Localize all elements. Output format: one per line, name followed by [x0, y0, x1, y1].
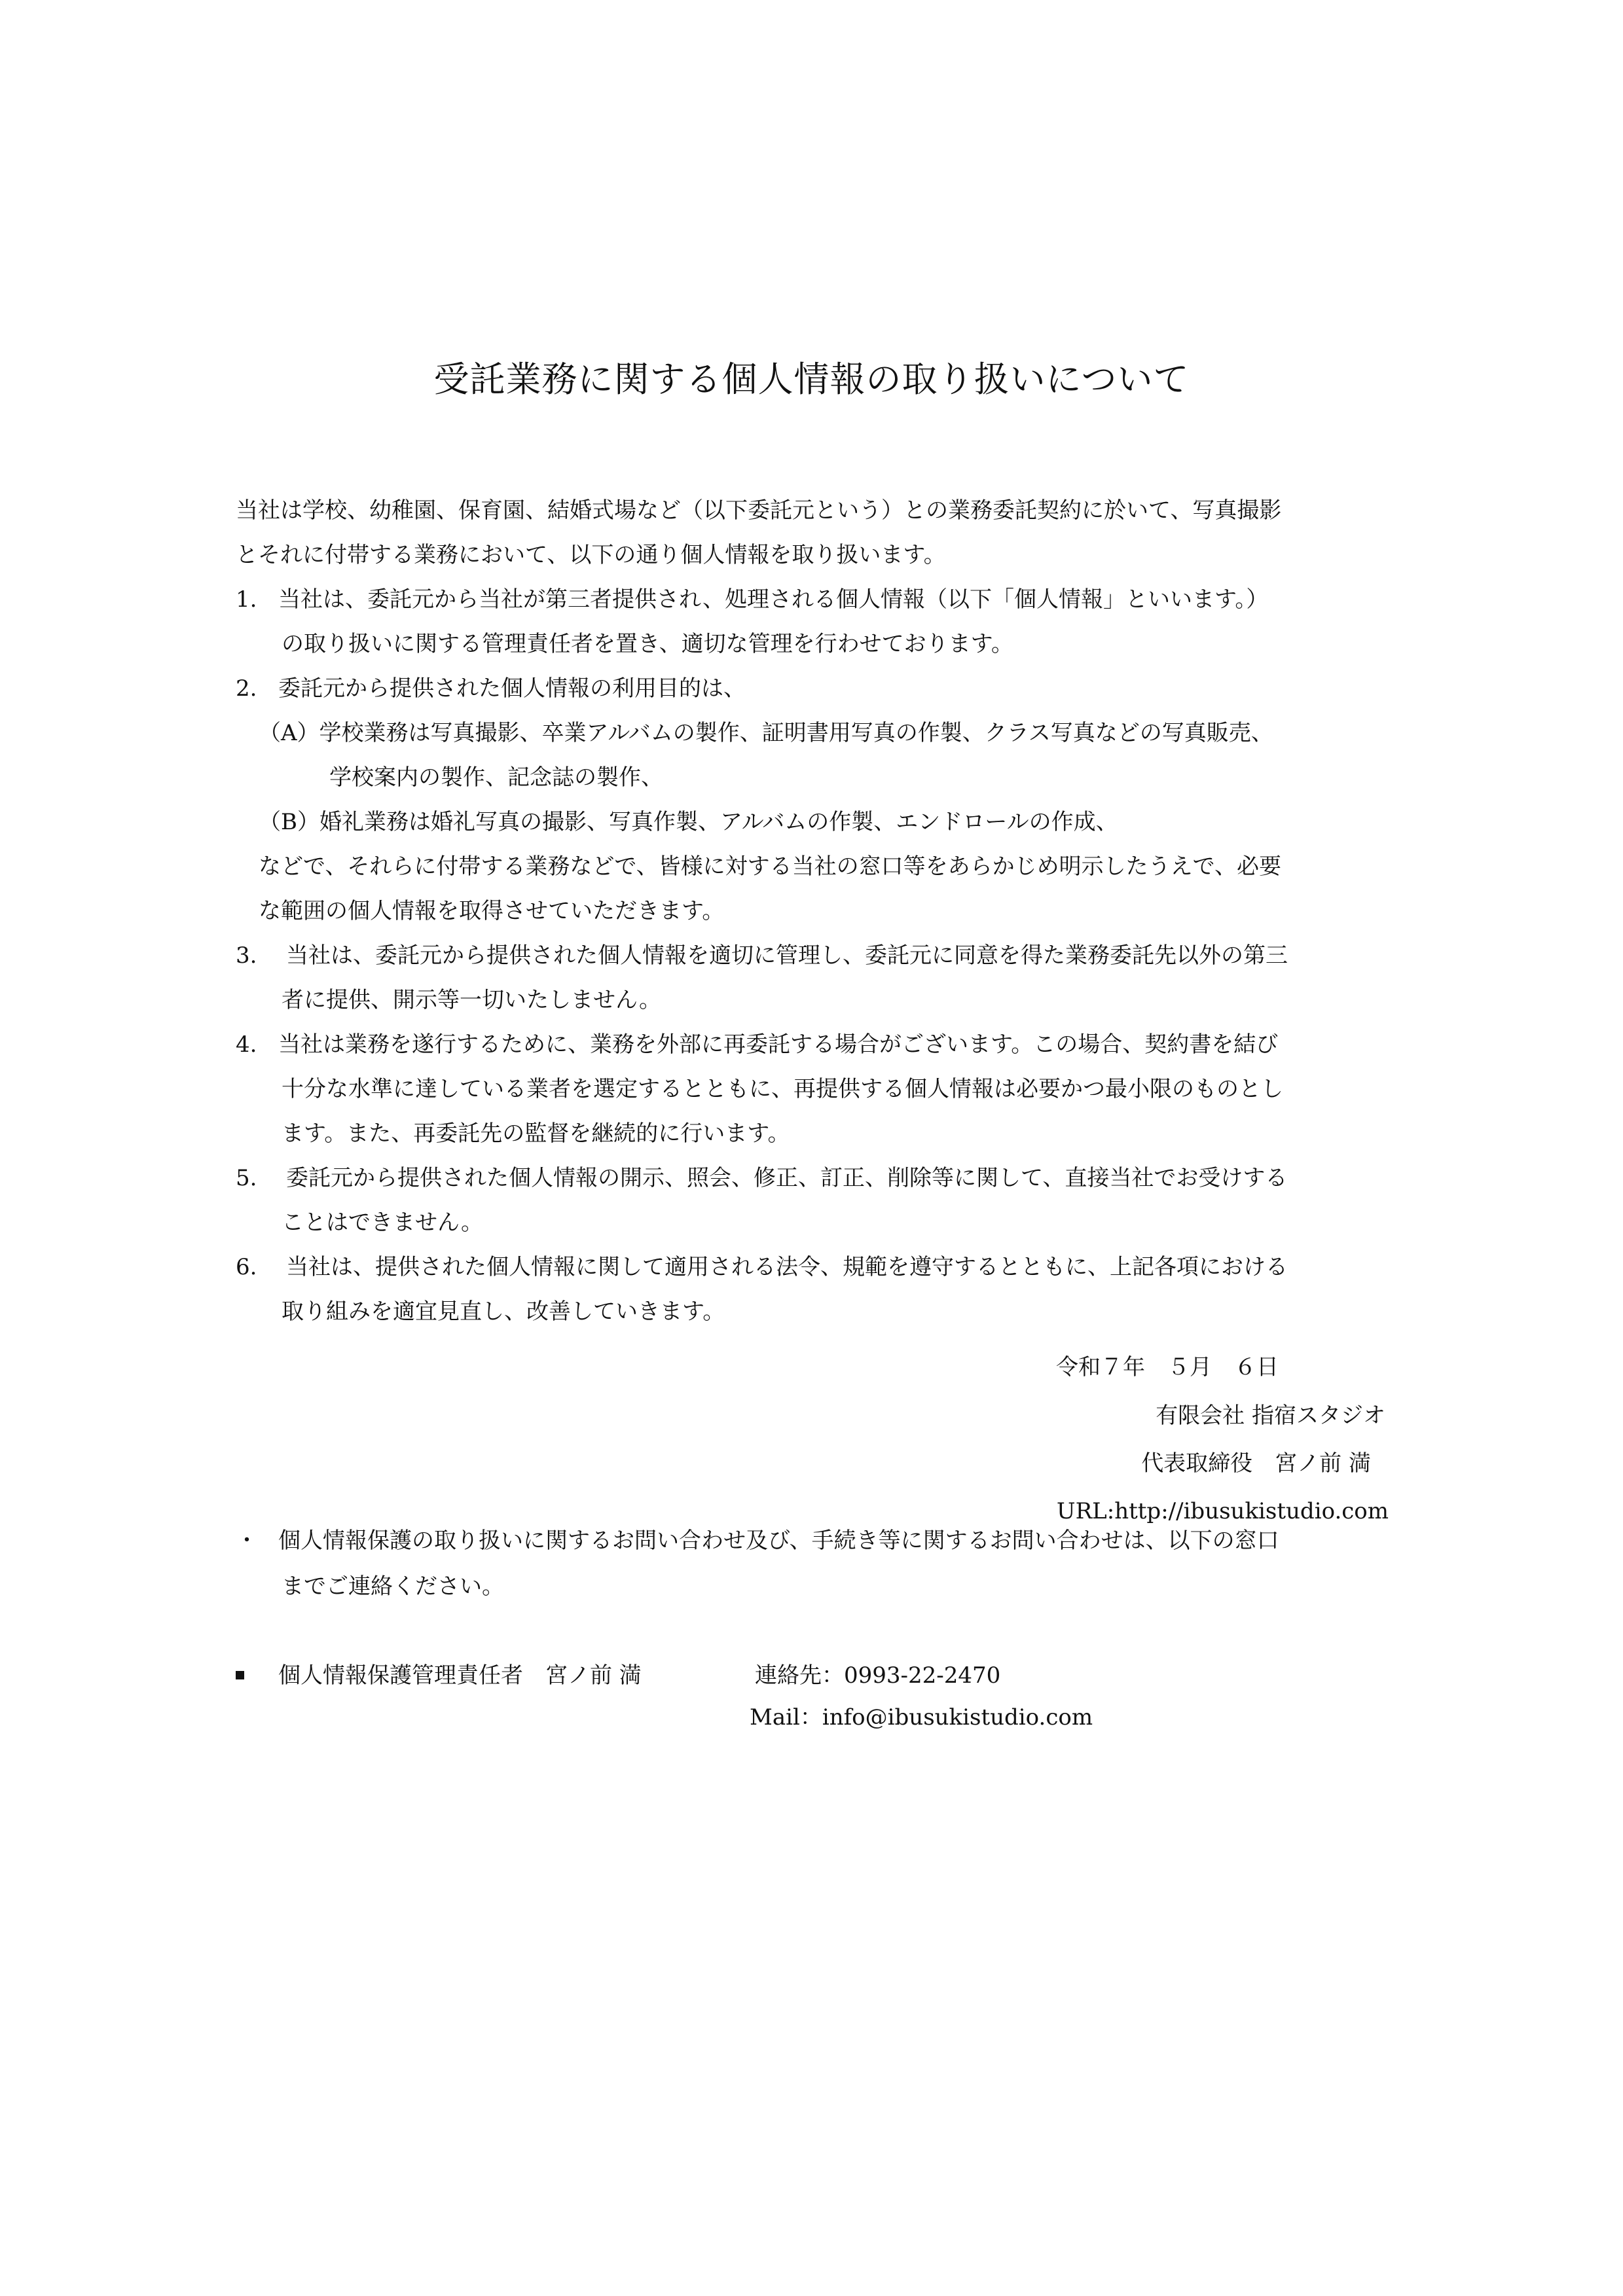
item-line: 取り組みを適宜見直し、改善していきます。 [282, 1299, 725, 1325]
item-line: 者に提供、開示等一切いたしません。 [282, 987, 662, 1013]
contact-mail[interactable]: Mail：info@ibusukistudio.com [750, 1704, 1093, 1731]
privacy-manager: 個人情報保護管理責任者 宮ノ前 満 [278, 1662, 642, 1689]
notice-line: までご連絡ください。 [282, 1573, 504, 1600]
item-line: ます。また、再委託先の監督を継続的に行います。 [282, 1121, 790, 1147]
item-line: 当社は業務を遂行するために、業務を外部に再委託する場合がございます。この場合、契約書を結び [278, 1031, 1279, 1058]
item-number: 3. [236, 942, 257, 969]
intro-line: 当社は学校、幼稚園、保育園、結婚式場など（以下委託元という）との業務委託契約に於いて、写真撮影 [236, 497, 1282, 524]
intro-line: とそれに付帯する業務において、以下の通り個人情報を取り扱います。 [236, 542, 946, 568]
square-bullet-icon [236, 1671, 244, 1679]
sub-item-line: （A）学校業務は写真撮影、卒業アルバムの製作、証明書用写真の作製、クラス写真などの写真販売、 [259, 720, 1273, 746]
issue-date: 令和７年 ５月 ６日 [1056, 1354, 1279, 1380]
item-line: の取り扱いに関する管理責任者を置き、適切な管理を行わせております。 [282, 631, 1013, 657]
item-line: 十分な水準に達している業者を選定するとともに、再提供する個人情報は必要かつ最小限のものとし [282, 1076, 1283, 1102]
sub-item-line: 学校案内の製作、記念誌の製作、 [329, 764, 663, 791]
representative: 代表取締役 宮ノ前 満 [1141, 1450, 1371, 1477]
item-number: 4. [236, 1031, 257, 1058]
contact-phone: 連絡先：0993-22-2470 [755, 1662, 1001, 1689]
item-number: 2. [236, 675, 257, 702]
item-number: 1. [236, 586, 257, 613]
item-line: 委託元から提供された個人情報の開示、照会、修正、訂正、削除等に関して、直接当社でお受けする [286, 1165, 1288, 1191]
notice-line: 個人情報保護の取り扱いに関するお問い合わせ及び、手続き等に関するお問い合わせは、以下の窓口 [278, 1528, 1279, 1554]
item-line: 当社は、委託元から提供された個人情報を適切に管理し、委託元に同意を得た業務委託先以外の第三 [286, 942, 1288, 969]
bullet-dot-icon: ・ [236, 1528, 258, 1554]
document-title: 受託業務に関する個人情報の取り扱いについて [433, 359, 1190, 400]
sub-item-line: （B）婚礼業務は婚礼写真の撮影、写真作製、アルバムの作製、エンドロールの作成、 [259, 809, 1118, 835]
item-number: 5. [236, 1165, 257, 1191]
item-line: 当社は、提供された個人情報に関して適用される法令、規範を遵守するとともに、上記各項における [286, 1254, 1288, 1280]
item-line: 委託元から提供された個人情報の利用目的は、 [278, 675, 746, 702]
company-name: 有限会社 指宿スタジオ [1156, 1403, 1385, 1429]
company-url[interactable]: URL:http://ibusukistudio.com [1056, 1498, 1389, 1524]
item-line: な範囲の個人情報を取得させていただきます。 [259, 898, 725, 924]
item-line: などで、それらに付帯する業務などで、皆様に対する当社の窓口等をあらかじめ明示したうえで、必要 [259, 853, 1281, 880]
item-line: 当社は、委託元から当社が第三者提供され、処理される個人情報（以下「個人情報」といいます。） [278, 586, 1269, 613]
item-number: 6. [236, 1254, 257, 1280]
item-line: ことはできません。 [282, 1210, 484, 1236]
